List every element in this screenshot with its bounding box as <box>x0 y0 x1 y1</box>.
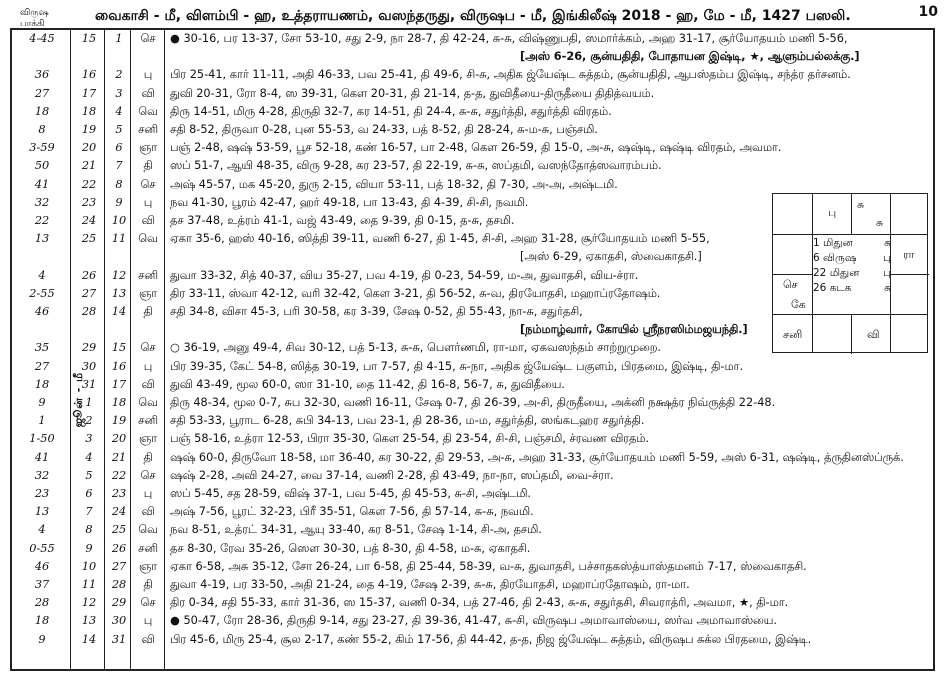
tamil-date: 1 <box>115 32 123 45</box>
weekday: செ <box>140 341 156 355</box>
panchang-details: ஏகா 35-6, ஹஸ் 40-16, ஸித்தி 39-11, வணி 6-27, தி 1-45, சி-சி, அஹ 31-28, சூர்யோதயம் மணி 5-55, <box>170 232 710 246</box>
panchang-details: திர 33-11, ஸ்வா 42-12, வரி 32-42, கௌ 3-21, தி 56-52, சு-வ, திரயோதசி, மஹாப்ரதோஷம். <box>170 286 661 300</box>
english-date: 7 <box>85 505 93 519</box>
vrisha-balance: 9 <box>38 396 46 409</box>
weekday: தி <box>143 578 153 591</box>
panchang-details: துவி 43-49, மூல 60-0, ஸா 31-10, தை 11-42, தி 16-8, 56-7, சு, துவிதீயை. <box>170 377 565 391</box>
panchang-details: [அஸ் 6-26, சூன்யதிதி, போதாயன இஷ்டி, ★, ஆளும்பல்லக்கு.] <box>520 50 860 64</box>
english-date: 23 <box>81 195 97 209</box>
panchang-details: ● 50-47, ரோ 28-36, திருதி 9-14, சது 23-27, தி 39-36, 41-47, சு-சி, விருஷப அமாவாஸ்யை, ஸர்வ அமாவாஸ்யை. <box>170 614 777 628</box>
weekday: சனி <box>138 268 158 282</box>
vrisha-balance: 18 <box>34 377 50 391</box>
tamil-date: 30 <box>111 614 127 628</box>
tamil-date: 4 <box>115 104 123 118</box>
tamil-date: 21 <box>111 450 127 464</box>
weekday: செ <box>140 32 156 45</box>
chart-cell-shukra2: சு <box>876 216 884 229</box>
vrisha-balance: 35 <box>34 341 50 355</box>
chart-cell-guru: வி <box>867 328 880 341</box>
tamil-date: 19 <box>111 414 127 428</box>
calendar-row-continuation <box>0 48 920 66</box>
month-label: ஜூன் - மீ <box>72 372 85 428</box>
tamil-date: 5 <box>115 123 123 136</box>
english-date: 27 <box>81 286 97 300</box>
panchang-details: துவா 4-19, பர 33-50, அதி 21-24, தை 4-19, சேஷ 2-39, சு-சு, திரயோதசி, மஹாப்ரதோஷம், ரா-மா. <box>170 578 690 591</box>
tamil-date: 31 <box>111 632 127 646</box>
english-date: 15 <box>81 32 97 45</box>
weekday: செ <box>140 468 156 482</box>
english-date: 20 <box>81 141 97 155</box>
vrisha-balance: 13 <box>34 505 50 519</box>
english-date: 13 <box>81 614 97 628</box>
vrisha-balance: 41 <box>34 177 50 191</box>
english-date: 14 <box>81 632 97 646</box>
vrisha-balance: 32 <box>34 468 50 482</box>
weekday: வி <box>141 86 155 100</box>
english-date: 26 <box>81 268 97 282</box>
weekday: சனி <box>138 414 158 428</box>
weekday: பு <box>143 487 153 500</box>
weekday: வி <box>141 505 155 519</box>
vrisha-balance: 2-55 <box>29 286 55 300</box>
panchang-details: ஸப் 5-45, சத 28-59, விஷ் 37-1, பவ 5-45, தி 45-53, சு-சி, அஷ்டமி. <box>170 487 531 500</box>
panchang-details: திரு 14-51, மிரு 4-28, திருதி 32-7, கர 14-51, தி 24-4, சு-சு, சதுர்த்தி, சதுர்த்தி விரதம். <box>170 104 612 118</box>
panchang-details: அஷ் 45-57, மக 45-20, துரு 2-15, வியா 53-11, பத் 18-32, தி 7-30, அ-அ, அஷ்டமி. <box>170 177 618 191</box>
panchang-details: சதி 8-52, திருவா 0-28, புன 55-53, வ 24-33, பத் 8-52, தி 28-24, சு-ம-சு, பஞ்சமி. <box>170 123 598 136</box>
chart-cell-rahu: ரா <box>903 248 915 261</box>
tamil-date: 23 <box>111 487 127 500</box>
panchang-details: திர 0-34, சதி 55-33, கார் 31-36, ஸ 15-37, வணி 0-34, பத் 27-46, தி 2-43, சு-சு, சதுர்தசி, சிவராத்ரி, அவமா, ★, தி-மா. <box>170 596 789 610</box>
panchang-details: பிர 45-6, மிரு 25-4, சூல 2-17, கண் 55-2, கிம் 17-56, தி 44-42, த-த, நிஜ ஜ்யேஷ்ட சுத்தம், விருஷப சுக்ல பிரதமை, இஷ்டி. <box>170 632 812 646</box>
vrisha-balance: 1 <box>38 414 46 428</box>
weekday: வி <box>141 377 155 391</box>
english-date: 2 <box>85 414 93 428</box>
english-date: 30 <box>81 359 97 373</box>
vrisha-balance: 41 <box>34 450 50 464</box>
tamil-date: 6 <box>115 141 123 155</box>
chart-grid-line <box>851 314 852 354</box>
vrisha-balance: 46 <box>34 559 50 573</box>
english-date: 31 <box>81 377 97 391</box>
weekday: செ <box>140 596 156 610</box>
transit-line: 6 விருஷ பு <box>813 252 891 264</box>
chart-grid-line <box>890 274 929 275</box>
tamil-date: 11 <box>111 232 127 246</box>
english-date: 29 <box>81 341 97 355</box>
tamil-date: 22 <box>111 468 127 482</box>
page-title: வைகாசி - மீ, விளம்பி - ஹ, உத்தராயணம், வஸந்தருது, விருஷப - மீ, இங்கிலீஷ் 2018 - ஹ, மே - மீ, 1427 பஸலி. <box>95 8 851 24</box>
tamil-date: 10 <box>111 214 127 227</box>
english-date: 10 <box>81 559 97 573</box>
transit-line: 22 மிதுன பு <box>813 267 891 279</box>
planet-chart <box>772 193 928 353</box>
chart-cell-budha: பு <box>828 206 837 219</box>
weekday: செ <box>140 177 156 191</box>
tamil-date: 16 <box>111 359 127 373</box>
vrisha-balance: 50 <box>34 159 50 173</box>
panchang-details: நவ 41-30, பூரம் 42-47, ஹர் 49-18, பா 13-43, தி 4-39, சி-சி, நவமி. <box>170 195 529 209</box>
vrisha-balance-label <box>20 8 49 30</box>
panchang-details: ஏகா 6-58, அசு 35-12, சோ 26-24, பா 6-58, தி 25-44, 58-39, வ-சு, துவாதசி, பச்சாதகஸ்த்யாஸ்தமனம் 7-17, ஸ்வைகாதசி. <box>170 559 807 573</box>
panchang-details: துவி 20-31, ரோ 8-4, ஸ 39-31, கௌ 20-31, தி 21-14, த-த, துவிதீயை-திருதீயை திதித்வயம். <box>170 86 655 100</box>
chart-cell-ketu: கே <box>791 298 806 311</box>
vrisha-balance: 4-45 <box>29 32 55 45</box>
english-date: 3 <box>85 432 93 446</box>
tamil-date: 27 <box>111 559 127 573</box>
weekday: வி <box>141 632 155 646</box>
english-date: 8 <box>85 523 93 537</box>
tamil-date: 20 <box>111 432 127 446</box>
english-date: 21 <box>81 159 97 173</box>
tamil-date: 26 <box>111 541 127 555</box>
english-date: 17 <box>81 86 97 100</box>
tamil-date: 9 <box>115 195 123 209</box>
vrisha-balance: 28 <box>34 596 50 610</box>
vrisha-balance: 0-55 <box>29 541 55 555</box>
english-date: 19 <box>81 123 97 136</box>
chart-grid-line <box>773 234 927 235</box>
tamil-date: 25 <box>111 523 127 537</box>
english-date: 12 <box>81 596 97 610</box>
weekday: பு <box>143 614 153 628</box>
english-date: 22 <box>81 177 97 191</box>
vrisha-balance: 13 <box>34 232 50 246</box>
column-divider <box>164 28 165 671</box>
panchang-details: தச 8-30, ரேவ 35-26, ஸௌ 30-30, பத் 8-30, தி 4-58, ம-சு, ஏகாதசி. <box>170 541 531 555</box>
vrisha-balance: 8 <box>38 123 46 136</box>
weekday: சனி <box>138 123 158 136</box>
weekday: வெ <box>138 232 158 246</box>
panchang-details: [அஸ் 6-29, ஏகாதசி, ஸ்வைகாதசி.] <box>520 250 702 264</box>
chart-grid-line <box>773 314 927 315</box>
english-date: 9 <box>85 541 93 555</box>
weekday: சனி <box>138 541 158 555</box>
page-number: 10 <box>918 4 938 20</box>
english-date: 28 <box>81 305 97 318</box>
chart-cell-sani: சனி <box>783 328 803 341</box>
english-date: 1 <box>85 396 93 409</box>
tamil-date: 3 <box>115 86 123 100</box>
vrisha-balance: 36 <box>34 68 50 82</box>
panchang-details: [நம்மாழ்வார், கோயில் ஸ்ரீநரஸிம்மஜயந்தி.] <box>520 323 748 337</box>
weekday: ஞா <box>138 559 158 573</box>
vrisha-balance: 27 <box>34 359 50 373</box>
english-date: 18 <box>81 104 97 118</box>
tamil-date: 12 <box>111 268 127 282</box>
vrisha-balance: 27 <box>34 86 50 100</box>
panchang-details: சதி 34-8, விசா 45-3, பரி 30-58, கர 3-39, சேஷ 0-52, தி 55-43, நா-சு, சதுர்தசி, <box>170 305 583 318</box>
chart-cell-shukra: சு <box>857 198 865 211</box>
panchang-details: பஞ் 58-16, உத்ரா 12-53, பிரா 35-30, கௌ 25-54, தி 23-54, சி-சி, பஞ்சமி, ச்ரவண விரதம். <box>170 432 650 446</box>
panchang-details: ○ 36-19, அனு 49-4, சிவ 30-12, பத் 5-13, சு-சு, பௌர்ணமி, ரா-மா, ஏகவஸந்தம் சாற்றுமுறை. <box>170 341 661 355</box>
tamil-date: 17 <box>111 377 127 391</box>
vrisha-balance: 22 <box>34 214 50 227</box>
tamil-date: 2 <box>115 68 123 82</box>
vrisha-balance: 32 <box>34 195 50 209</box>
top-left-line1: விருஷ <box>20 8 49 18</box>
tamil-date: 18 <box>111 396 127 409</box>
english-date: 4 <box>85 450 93 464</box>
chart-transit-list <box>813 236 891 296</box>
weekday: தி <box>143 305 153 318</box>
panchang-details: ● 30-16, பர 13-37, சோ 53-10, சது 2-9, நா 28-7, தி 42-24, சு-சு, விஷ்ணுபதி, ஸமார்க்கம், அஹ 31-17, சூர்யோதயம் மணி 5-56, <box>170 32 848 45</box>
panchang-details: நவ 8-51, உத்ரட் 34-31, ஆயு 33-40, கர 8-51, சேஷ 1-14, சி-அ, தசமி. <box>170 523 542 537</box>
vrisha-balance: 1-50 <box>29 432 55 446</box>
weekday: பு <box>143 195 153 209</box>
weekday: வெ <box>138 396 158 409</box>
vrisha-balance: 9 <box>38 632 46 646</box>
weekday: தி <box>143 450 153 464</box>
weekday: தி <box>143 159 153 173</box>
vrisha-balance: 46 <box>34 305 50 318</box>
weekday: ஞா <box>138 286 158 300</box>
vrisha-balance: 4 <box>38 268 46 282</box>
top-left-line2: பாக்கி <box>20 19 45 29</box>
english-date: 16 <box>81 68 97 82</box>
panchang-details: பிர 39-35, கேட் 54-8, ஸித்த 30-19, பா 7-57, தி 4-15, சு-நா, அதிக ஜ்யேஷ்ட பகுளம், பிரதமை, இஷ்டி, தி-மா. <box>170 359 744 373</box>
chart-grid-line <box>773 274 812 275</box>
weekday: பு <box>143 68 153 82</box>
tamil-date: 14 <box>111 305 127 318</box>
weekday: வெ <box>138 523 158 537</box>
weekday: ஞா <box>138 432 158 446</box>
panchang-details: பிர 25-41, கார் 11-11, அதி 46-33, பவ 25-41, தி 49-6, சி-சு, அதிக ஜ்யேஷ்ட சுத்தம், சூன்யதிதி, ஆபஸ்தம்ப இஷ்டி, சந்த்ர தர்சனம். <box>170 68 851 82</box>
tamil-date: 8 <box>115 177 123 191</box>
vrisha-balance: 4 <box>38 523 46 537</box>
tamil-date: 13 <box>111 286 127 300</box>
tamil-date: 28 <box>111 578 127 591</box>
weekday: வெ <box>138 104 158 118</box>
panchang-details: ஷஷ் 60-0, திருவோ 18-58, மா 36-40, கர 30-22, தி 29-53, அ-சு, அஹ 31-33, சூர்யோதயம் மணி 5-59, அஸ் 6-31, ஷஷ்டி, த்ருதினஸ்ப்ருக். <box>170 450 904 464</box>
tamil-date: 24 <box>111 505 127 519</box>
vrisha-balance: 18 <box>34 614 50 628</box>
tamil-date: 15 <box>111 341 127 355</box>
panchang-details: சதி 53-33, பூராட 6-28, சுபி 34-13, பவ 23-1, தி 28-36, ம-ம, சதுர்த்தி, ஸங்கடஹர சதுர்த்தி. <box>170 414 645 428</box>
english-date: 25 <box>81 232 97 246</box>
panchang-details: ஸப் 51-7, ஆயி 48-35, விரு 9-28, கர 23-57, தி 22-19, சு-சு, ஸப்தமி, வஸந்தோத்ஸவாரம்பம். <box>170 159 662 173</box>
tamil-date: 29 <box>111 596 127 610</box>
english-date: 24 <box>81 214 97 227</box>
tamil-date: 7 <box>115 159 123 173</box>
english-date: 11 <box>81 578 97 591</box>
vrisha-balance: 37 <box>34 578 50 591</box>
transit-line: 1 மிதுன சு <box>813 237 891 249</box>
panchang-details: துவா 33-32, சித் 40-37, விய 35-27, பவ 4-19, தி 0-23, 54-59, ம-அ, துவாதசி, விய-ச்ரா. <box>170 268 639 282</box>
vrisha-balance: 3-59 <box>29 141 55 155</box>
chart-cell-sevvai: செ <box>783 278 798 291</box>
transit-line: 26 கடக சு <box>813 282 891 294</box>
vrisha-balance: 23 <box>34 487 50 500</box>
weekday: பு <box>143 359 153 373</box>
chart-grid-line <box>851 194 852 234</box>
weekday: ஞா <box>138 141 158 155</box>
panchang-details: தச 37-48, உத்ரம் 41-1, வஜ் 43-49, தை 9-39, தி 0-15, த-சு, தசமி. <box>170 214 515 227</box>
panchang-details: அஷ் 7-56, பூரட் 32-23, பிரீ 35-51, கௌ 7-56, தி 57-14, சு-சு, நவமி. <box>170 505 534 519</box>
english-date: 5 <box>85 468 93 482</box>
panchang-details: ஷஷ் 2-28, அவி 24-27, வை 37-14, வணி 2-28, தி 43-49, நா-நா, ஸப்தமி, வை-ச்ரா. <box>170 468 614 482</box>
weekday: வி <box>141 214 155 227</box>
panchang-details: திரு 48-34, மூல 0-7, சுப 32-30, வணி 16-11, சேஷ 0-7, தி 26-39, அ-சி, திருதீயை, அக்னி நக்ஷத்ர நிவ்ருத்தி 22-48. <box>170 396 776 409</box>
panchang-details: பஞ் 2-48, ஷஷ் 53-59, பூச 52-18, கண் 16-57, பா 2-48, கௌ 26-59, தி 15-0, அ-சு, ஷஷ்டி, ஷஷ்டி விரதம், அவமா. <box>170 141 782 155</box>
vrisha-balance: 18 <box>34 104 50 118</box>
english-date: 6 <box>85 487 93 500</box>
